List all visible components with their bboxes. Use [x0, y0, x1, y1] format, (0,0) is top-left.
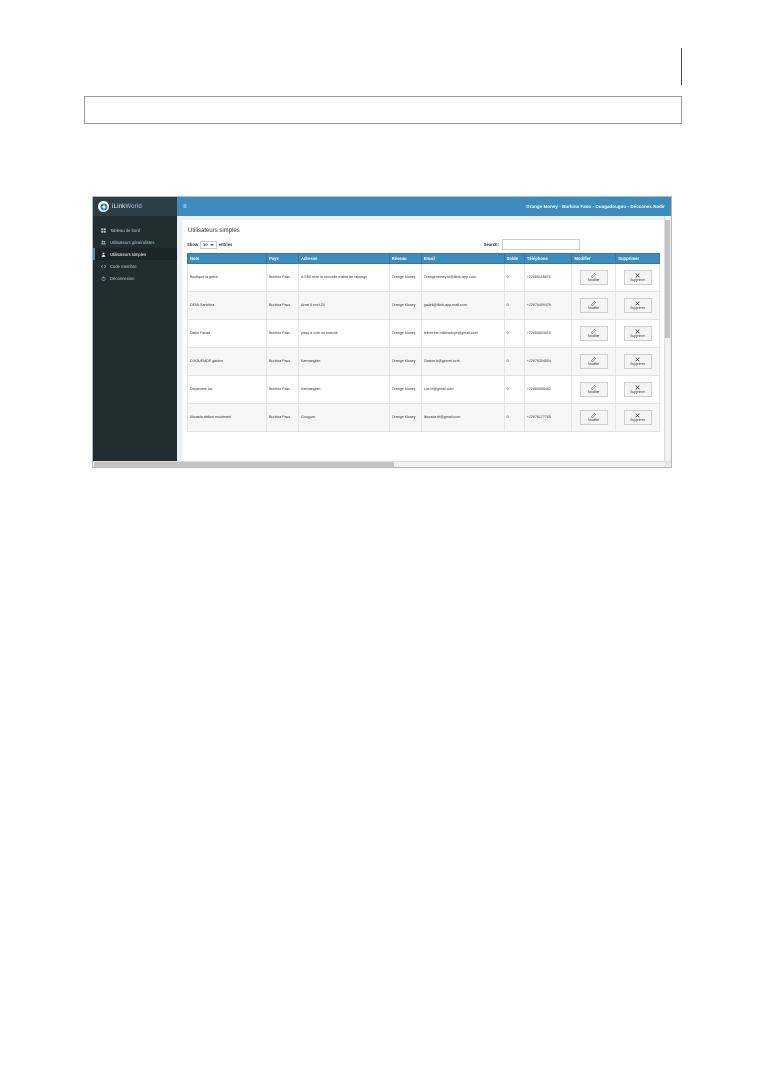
cell-pays: Burkina Faso [266, 320, 298, 348]
content-area [177, 197, 671, 467]
delete-button-label: Supprimer [630, 389, 645, 394]
cell-reseau: Orange Money [389, 320, 421, 348]
sidebar-item-deconnexion[interactable] [93, 272, 177, 284]
navbar-links[interactable]: Orange Money - Burkina Faso - Ouagadougou - Décconex Nadir [526, 204, 665, 209]
table-row [188, 348, 660, 376]
user-icon [101, 252, 106, 257]
cell-adresse: pissy à côté du marché [298, 320, 389, 348]
cell-solde: 0 [504, 376, 524, 404]
sidebar-item-utilisateurs-generalistes[interactable] [93, 236, 177, 248]
sidebar [93, 197, 177, 467]
cell-pays: Burkina Faso [266, 292, 298, 320]
edit-button[interactable] [580, 298, 608, 312]
cell-supprimer [616, 404, 660, 432]
table-controls [187, 239, 660, 250]
table-row [188, 320, 660, 348]
top-navbar [177, 197, 671, 216]
cell-email: Illouada.bf@gmail.com [421, 404, 504, 432]
entries-select[interactable] [200, 241, 216, 249]
sidebar-menu [93, 224, 177, 284]
cell-adresse: Gougum [298, 404, 389, 432]
horizontal-scrollbar-thumb[interactable] [94, 462, 394, 467]
cell-reseau: Orange Money [389, 376, 421, 404]
cell-supprimer [616, 376, 660, 404]
code-icon [101, 264, 106, 269]
table-row [188, 292, 660, 320]
delete-button-label: Supprimer [630, 417, 645, 422]
cell-modifier [572, 376, 616, 404]
edit-button[interactable] [580, 382, 608, 396]
search-input[interactable] [502, 239, 580, 250]
users-icon [101, 240, 106, 245]
cell-reseau: Orange Money [389, 404, 421, 432]
cell-telephone: +22665955462 [524, 376, 572, 404]
cell-solde: 0 [504, 264, 524, 292]
users-table [187, 253, 660, 432]
cell-solde: 0 [504, 320, 524, 348]
sidebar-item-utilisateurs-simples[interactable] [93, 248, 177, 260]
column-header-reseau[interactable]: Réseau [389, 254, 421, 264]
sidebar-item-label: Code membre [110, 263, 137, 269]
cell-solde: 0 [504, 348, 524, 376]
cell-email: Luc.bf@gmail.com [421, 376, 504, 404]
brand-label [112, 204, 142, 210]
cell-telephone: +22675304554 [524, 348, 572, 376]
edit-button[interactable] [580, 326, 608, 340]
table-row [188, 404, 660, 432]
sidebar-item-label: Tableau de bord [110, 227, 141, 233]
sidebar-toggle-icon[interactable]: ≡ [183, 203, 187, 210]
users-panel [182, 220, 665, 468]
show-label: Show [187, 242, 199, 247]
cell-email: Orangemoney.bf@iliink-app.com [421, 264, 504, 292]
delete-button[interactable] [624, 410, 652, 424]
column-header-pays[interactable]: Pays [266, 254, 298, 264]
search-label: Search: [483, 242, 499, 247]
application-screenshot [92, 196, 672, 468]
delete-button[interactable] [624, 270, 652, 284]
column-header-email[interactable]: Email [421, 254, 504, 264]
cell-nom: Illouada abiloul moutmani [188, 404, 267, 432]
delete-button-label: Supprimer [630, 361, 645, 366]
edit-button-label: Modifier [588, 361, 600, 366]
cell-nom: Déparomb luc [188, 376, 267, 404]
column-header-adresse[interactable]: Adresse [298, 254, 389, 264]
cell-adresse: A SIBI rnde la nouvelle mairie de rayongo [298, 264, 389, 292]
cell-nom: Boutique la gràce [188, 264, 267, 292]
cell-reseau: Orange Money [389, 264, 421, 292]
entries-length-control [187, 241, 232, 249]
edit-button[interactable] [580, 270, 608, 284]
cell-telephone: +22654803810 [524, 320, 572, 348]
cell-supprimer [616, 320, 660, 348]
cell-supprimer [616, 264, 660, 292]
edit-button-label: Modifier [588, 277, 600, 282]
sidebar-item-code-membre[interactable] [93, 260, 177, 272]
entries-value: 10 [203, 242, 208, 247]
cell-adresse: Karmangbin [298, 376, 389, 404]
table-header [188, 254, 660, 264]
column-header-supprimer[interactable]: Supprimer [616, 254, 660, 264]
sidebar-item-label: Déconnexion [110, 275, 135, 281]
cell-adresse: Karmangbin [298, 348, 389, 376]
edit-button-label: Modifier [588, 305, 600, 310]
top-right-divider [681, 48, 682, 85]
edit-button-label: Modifier [588, 333, 600, 338]
cell-nom: DEMI Sankhha [188, 292, 267, 320]
cell-email: telmortne.millieadoye@gmail.com [421, 320, 504, 348]
column-header-telephone[interactable]: Téléphone [524, 254, 572, 264]
table-row [188, 264, 660, 292]
cell-telephone: +22685118875 [524, 264, 572, 292]
cell-modifier [572, 292, 616, 320]
sidebar-item-label: Utilisateurs simples [110, 251, 147, 257]
cell-nom: DJIGUEMDE gaston [188, 348, 267, 376]
delete-button-label: Supprimer [630, 305, 645, 310]
top-empty-bar [84, 96, 682, 124]
brand-label-part1: iLink [112, 203, 126, 210]
delete-button[interactable] [624, 354, 652, 368]
delete-button[interactable] [624, 382, 652, 396]
delete-button[interactable] [624, 298, 652, 312]
edit-button-label: Modifier [588, 417, 600, 422]
cell-pays: Burkina Faso [266, 376, 298, 404]
cell-adresse: Arcel 6 sect.24 [298, 292, 389, 320]
cell-pays: Burkina Faso [266, 404, 298, 432]
vertical-scrollbar-thumb[interactable] [665, 220, 670, 338]
cell-telephone: +22676177765 [524, 404, 572, 432]
column-header-solde[interactable]: Solde [504, 254, 524, 264]
horizontal-scrollbar[interactable] [93, 461, 671, 467]
search-control [484, 239, 580, 250]
page-title: Utilisateurs simples [188, 228, 240, 234]
cell-email: gadeli@iliink-app-mail.com [421, 292, 504, 320]
table-body [188, 264, 660, 432]
column-header-modifier[interactable]: Modifier [572, 254, 616, 264]
entries-label: entries [218, 242, 233, 247]
cell-supprimer [616, 348, 660, 376]
brand-label-part2: World [125, 203, 142, 210]
table-row [188, 376, 660, 404]
cell-modifier [572, 348, 616, 376]
brand-header[interactable] [93, 197, 177, 216]
edit-button[interactable] [580, 410, 608, 424]
sidebar-item-tableau-de-bord[interactable] [93, 224, 177, 236]
column-header-nom[interactable]: Nom [188, 254, 267, 264]
vertical-scrollbar[interactable] [664, 216, 670, 461]
cell-telephone: +22670409476 [524, 292, 572, 320]
cell-modifier [572, 264, 616, 292]
cell-supprimer [616, 292, 660, 320]
scrollbar-corner [665, 461, 670, 466]
cell-email: Gaston.b@gernel.ozrk [421, 348, 504, 376]
sidebar-item-label: Utilisateurs généralistes [110, 239, 155, 245]
delete-button-label: Supprimer [630, 277, 645, 282]
logo-icon [98, 201, 109, 212]
cell-modifier [572, 404, 616, 432]
cell-reseau: Orange Money [389, 348, 421, 376]
edit-button-label: Modifier [588, 389, 600, 394]
cell-solde: 0 [504, 404, 524, 432]
table-header-row [188, 254, 660, 264]
delete-button-label: Supprimer [630, 333, 645, 338]
cell-pays: Burkina Faso [266, 348, 298, 376]
cell-modifier [572, 320, 616, 348]
cell-pays: Burkina Faso [266, 264, 298, 292]
dashboard-icon [101, 228, 106, 233]
cell-nom: Diallo Farida [188, 320, 267, 348]
edit-button[interactable] [580, 354, 608, 368]
power-icon [101, 276, 106, 281]
delete-button[interactable] [624, 326, 652, 340]
cell-reseau: Orange Money [389, 292, 421, 320]
chevron-down-icon [210, 244, 214, 246]
cell-solde: 0 [504, 292, 524, 320]
